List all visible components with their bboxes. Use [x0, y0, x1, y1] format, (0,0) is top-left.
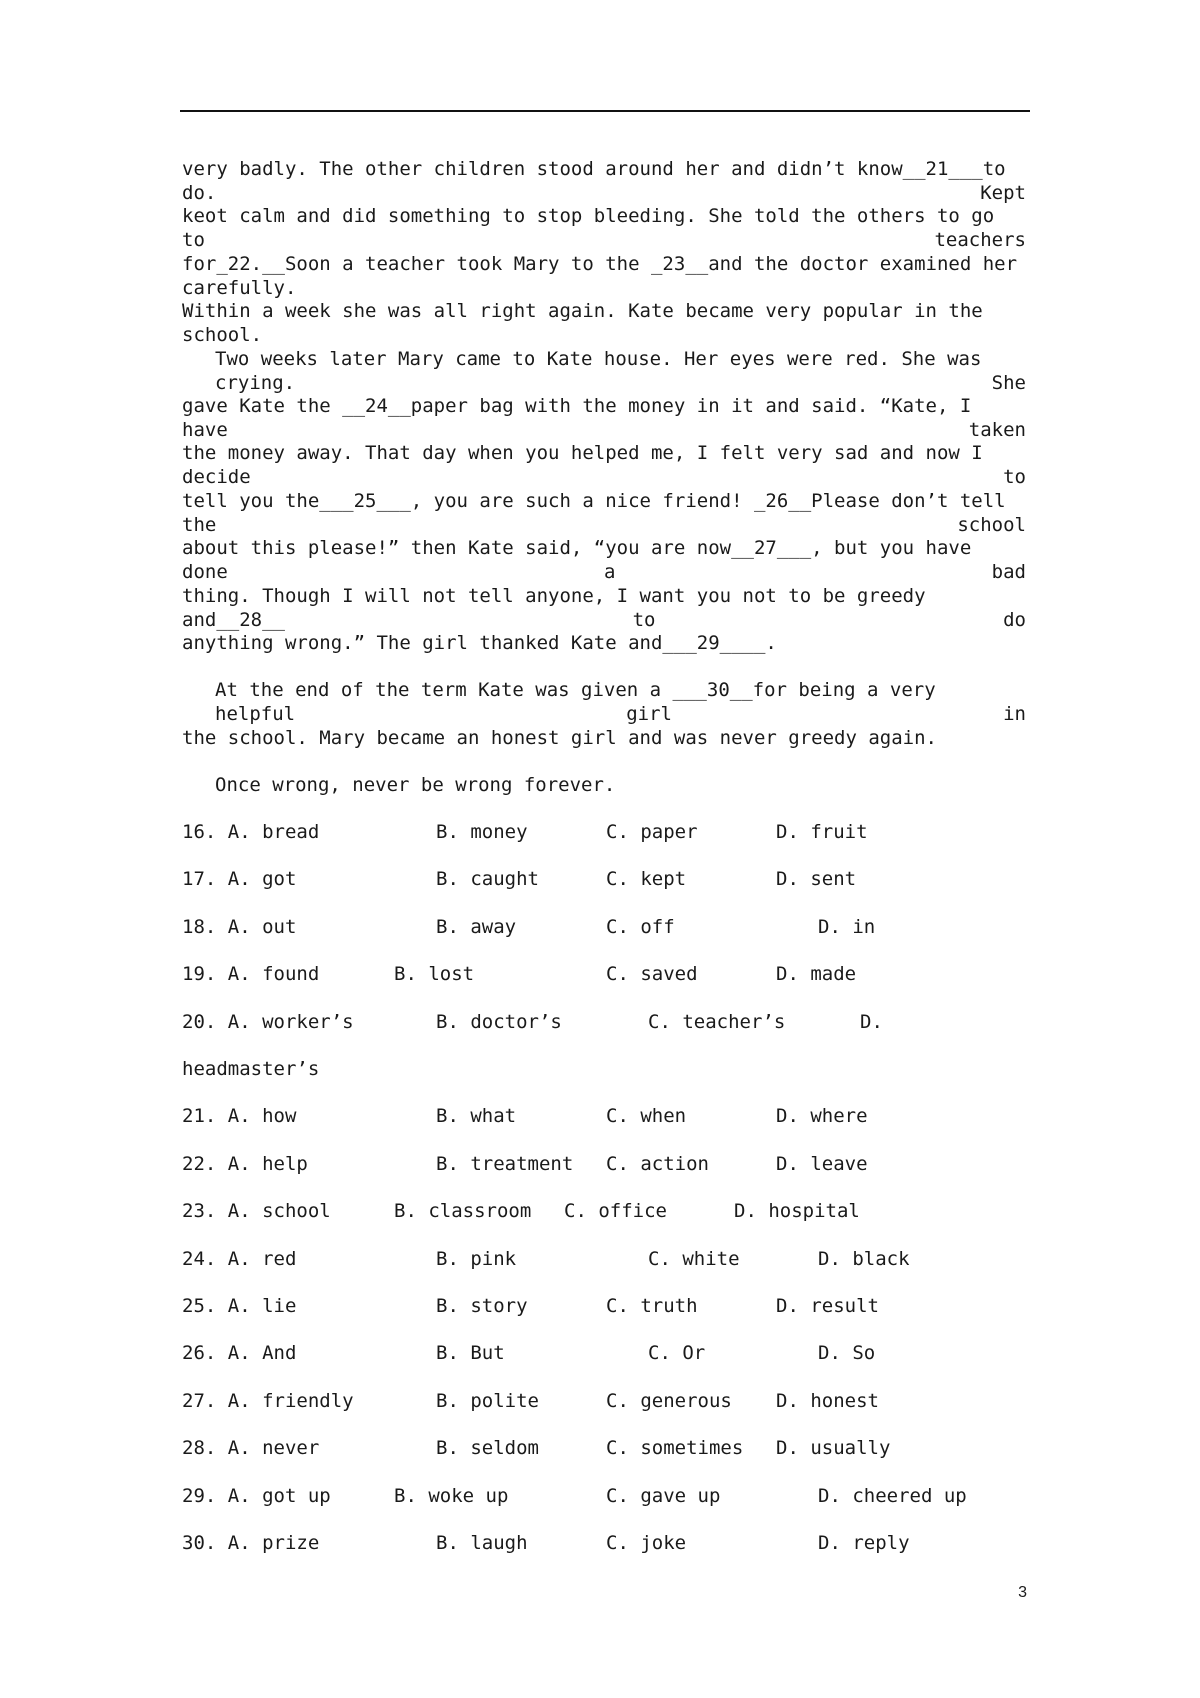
passage-line: gave Kate the __24__paper bag with the money in it and said. “Kate, I have taken — [182, 395, 1026, 441]
question-option-c: C. truth — [606, 1295, 698, 1317]
passage-line: about this please!” then Kate said, “you are now__27___, but you have done a bad — [182, 537, 1026, 584]
question-option-d: D. result — [776, 1295, 879, 1317]
question-option-a: 27. A. friendly — [182, 1389, 354, 1412]
question-option-d: D. in — [818, 915, 876, 938]
question-option-a: 29. A. got up — [182, 1484, 331, 1507]
question-option-d: D. sent — [776, 868, 857, 891]
question-option-d: D. — [860, 1010, 883, 1033]
question-option-b: B. polite — [436, 1389, 539, 1412]
question-option-a: 16. A. bread — [182, 821, 320, 843]
question-option-c: C. joke — [606, 1532, 687, 1554]
question-option-c: C. off — [606, 915, 675, 938]
question-option-a: 21. A. how — [182, 1105, 297, 1128]
question-option-b: B. what — [436, 1105, 517, 1128]
question-option-c: C. saved — [606, 963, 698, 986]
question-option-b: B. woke up — [394, 1484, 509, 1507]
question-option-a: 18. A. out — [182, 915, 297, 938]
passage-line: very badly. The other children stood around her and didn’t know__21___to do. Kept — [182, 158, 1026, 204]
question-option-c: C. sometimes — [606, 1437, 744, 1460]
passage-line: the money away. That day when you helped me, I felt very sad and now I decide to — [182, 442, 1026, 489]
question-option-d: D. honest — [776, 1389, 879, 1412]
question-option-b: B. caught — [436, 868, 539, 891]
passage-line: thing. Though I will not tell anyone, I want you not to be greedy and__28__ to do — [182, 584, 1026, 631]
question-option-d: D. fruit — [776, 821, 868, 843]
question-option-d: D. cheered up — [818, 1484, 967, 1507]
question-option-b: B. away — [436, 915, 517, 938]
question-option-b: B. seldom — [436, 1437, 539, 1460]
question-option-b: B. money — [436, 821, 528, 843]
question-option-b: B. laugh — [436, 1532, 528, 1554]
question-option-a: 19. A. found — [182, 963, 320, 986]
passage-line: Once wrong, never be wrong forever. — [215, 774, 616, 797]
passage-line: the school. Mary became an honest girl and was never greedy again. — [182, 726, 937, 749]
passage-line: Two weeks later Mary came to Kate house. Her eyes were red. She was crying. She — [215, 347, 1026, 394]
question-option-c: C. office — [564, 1200, 667, 1223]
passage-line: for_22.__Soon a teacher took Mary to the _23__and the doctor examined her carefully. — [182, 252, 1018, 299]
question-option-c: C. white — [648, 1247, 740, 1270]
question-option-a: 20. A. worker’s — [182, 1010, 354, 1033]
question-option-a: 25. A. lie — [182, 1295, 297, 1317]
page-number: 3 — [1018, 1584, 1027, 1601]
question-option-a: 30. A. prize — [182, 1532, 320, 1554]
question-option-a: 28. A. never — [182, 1437, 320, 1460]
passage-line: keot calm and did something to stop bleeding. She told the others to go to teachers — [182, 205, 1026, 252]
question-option-a: 26. A. And — [182, 1342, 297, 1365]
question-option-a: 24. A. red — [182, 1247, 297, 1270]
question-option-a: 17. A. got — [182, 868, 297, 891]
question-option-a: headmaster’s — [182, 1058, 320, 1080]
question-option-a: 23. A. school — [182, 1200, 331, 1223]
passage-line: At the end of the term Kate was given a ___30__for being a very helpful girl in — [215, 679, 1026, 726]
question-option-c: C. when — [606, 1105, 687, 1128]
question-option-d: D. usually — [776, 1437, 891, 1460]
question-option-b: B. classroom — [394, 1200, 532, 1223]
question-option-c: C. action — [606, 1152, 709, 1175]
question-option-c: C. kept — [606, 868, 687, 891]
question-option-b: B. pink — [436, 1247, 517, 1270]
question-option-c: C. paper — [606, 821, 698, 843]
question-option-d: D. reply — [818, 1532, 910, 1554]
question-option-a: 22. A. help — [182, 1152, 308, 1175]
passage-line: anything wrong.” The girl thanked Kate and___29____. — [182, 632, 777, 654]
question-option-b: B. But — [436, 1342, 505, 1365]
question-option-c: C. generous — [606, 1389, 732, 1412]
question-option-d: D. where — [776, 1105, 868, 1128]
header-rule — [180, 110, 1030, 112]
question-option-d: D. hospital — [734, 1200, 860, 1223]
passage-line: tell you the___25___, you are such a nice friend! _26__Please don’t tell the school — [182, 489, 1026, 536]
question-option-b: B. story — [436, 1295, 528, 1317]
question-option-d: D. leave — [776, 1152, 868, 1175]
question-option-c: C. gave up — [606, 1484, 721, 1507]
question-option-d: D. black — [818, 1247, 910, 1270]
question-option-b: B. doctor’s — [436, 1010, 562, 1033]
question-option-d: D. So — [818, 1342, 876, 1365]
passage-line: Within a week she was all right again. Kate became very popular in the school. — [182, 300, 983, 347]
question-option-c: C. Or — [648, 1342, 706, 1365]
question-option-b: B. treatment — [436, 1152, 574, 1175]
question-option-d: D. made — [776, 963, 857, 986]
question-option-c: C. teacher’s — [648, 1010, 786, 1033]
question-option-b: B. lost — [394, 963, 475, 986]
